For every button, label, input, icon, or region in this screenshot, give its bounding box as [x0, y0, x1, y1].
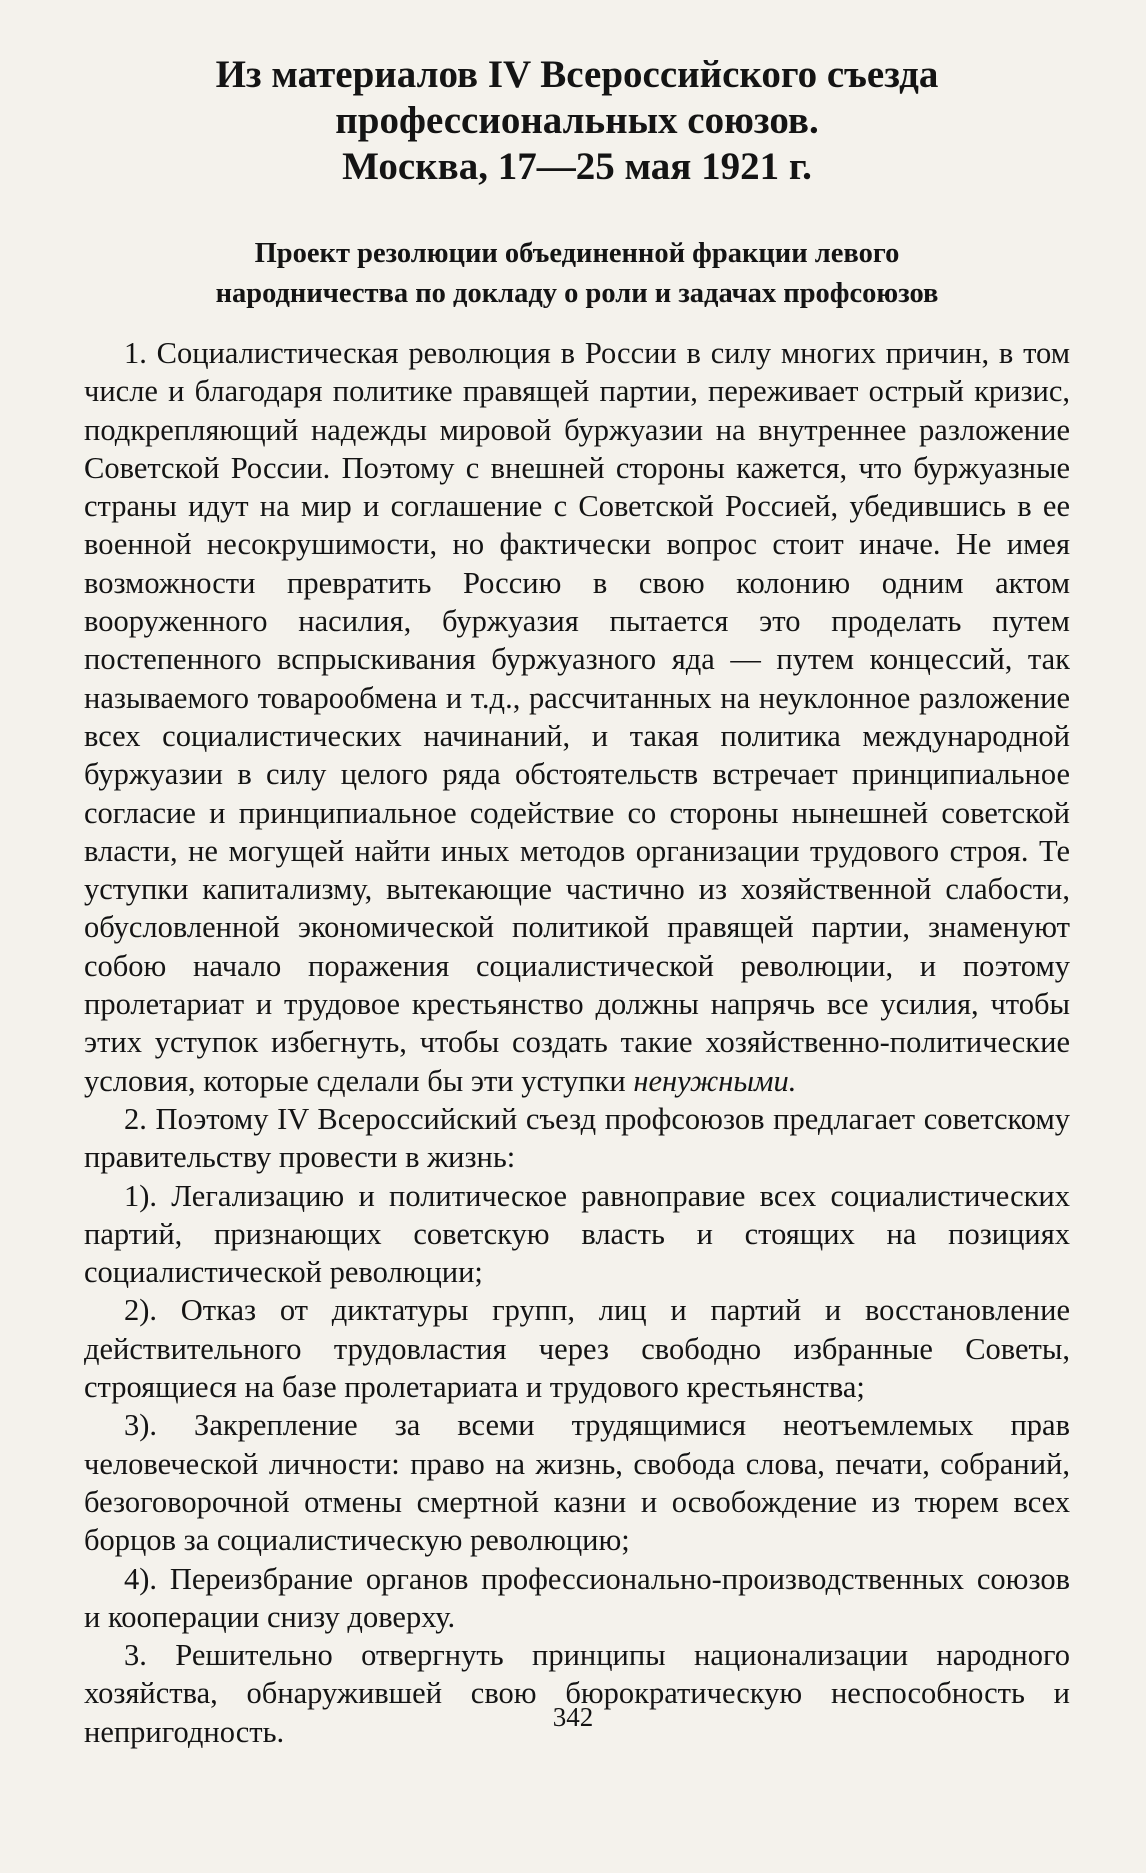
- list-item-2: 2). Отказ от диктатуры групп, лиц и партий и восстановление действительного трудовластия через свободно избранные Советы, строящиеся на базе пролетариата и трудового крестьянства;: [84, 1293, 1070, 1405]
- paragraph-1: [84, 334, 1070, 1100]
- title-line: Москва, 17—25 мая 1921 г.: [342, 145, 812, 188]
- paragraph-3: 3. Решительно отвергнуть принципы национализации народного хозяйства, обнаружившей свою бюрократическую неспособность и непригодность.: [84, 1638, 1070, 1749]
- list-item-1: 1). Легализацию и политическое равноправие всех социалистических партий, признающих советскую власть и стоящих на позициях социалистической революции;: [84, 1178, 1070, 1290]
- subtitle-line: Проект резолюции объединенной фракции левого: [254, 238, 900, 269]
- paragraph-1-text: 1. Социалистическая революция в России в силу многих причин, в том числе и благодаря политике правящей партии, переживает острый кризис, подкрепляющий надежды мировой буржуазии на внутреннее разложение Советской России. Поэтому с внешней стороны кажется, что буржуазные страны идут на мир и соглашение с Советской Россией, убедившись в ее военной несокрушимости, но фактически вопрос стоит иначе. Не имея возможности превратить Россию в свою колонию одним актом вооруженного насилия, буржуазия пытается это проделать путем постепенного вспрыскивания буржуазного яда — путем концессий, так называемого товарообмена и т.д., рассчитанных на неуклонное разложение всех социалистических начинаний, и такая политика международной буржуазии в силу целого ряда обстоятельств встречает принципиальное согласие и принципиальное содействие со стороны нынешней советской власти, не могущей найти иных методов организации трудового строя. Те уступки капитализму, вытекающие частично из хозяйственной слабости, обусловленной экономической политикой правящей партии, знаменуют собою начало поражения социалистической революции, и поэтому пролетариат и трудовое крестьянство должны напрячь все усилия, чтобы этих уступок избегнуть, чтобы создать такие хозяйственно-политические условия, которые сделали бы эти уступки: [84, 336, 1070, 1098]
- paragraph-1-emphasis: ненужными.: [633, 1063, 797, 1098]
- document-subtitle: [84, 234, 1070, 314]
- list-item-4: 4). Переизбрание органов профессионально-производственных союзов и кооперации снизу доверху.: [84, 1561, 1070, 1634]
- page-number: 342: [552, 1702, 594, 1732]
- list-item-3: 3). Закрепление за всеми трудящимися неотъемлемых прав человеческой личности: право на жизнь, свобода слова, печати, собраний, безоговорочной отмены смертной казни и освобождение из тюрем всех борцов за социалистическую революцию;: [84, 1408, 1070, 1558]
- title-line: профессиональных союзов.: [335, 99, 819, 142]
- title-line: Из материалов IV Всероссийского съезда: [215, 53, 939, 96]
- resolution-body: [84, 334, 1070, 1751]
- subtitle-line: народничества по докладу о роли и задачах профсоюзов: [215, 278, 939, 309]
- paragraph-2: 2. Поэтому IV Всероссийский съезд профсоюзов предлагает советскому правительству провести в жизнь:: [84, 1101, 1070, 1175]
- document-title: [84, 52, 1070, 190]
